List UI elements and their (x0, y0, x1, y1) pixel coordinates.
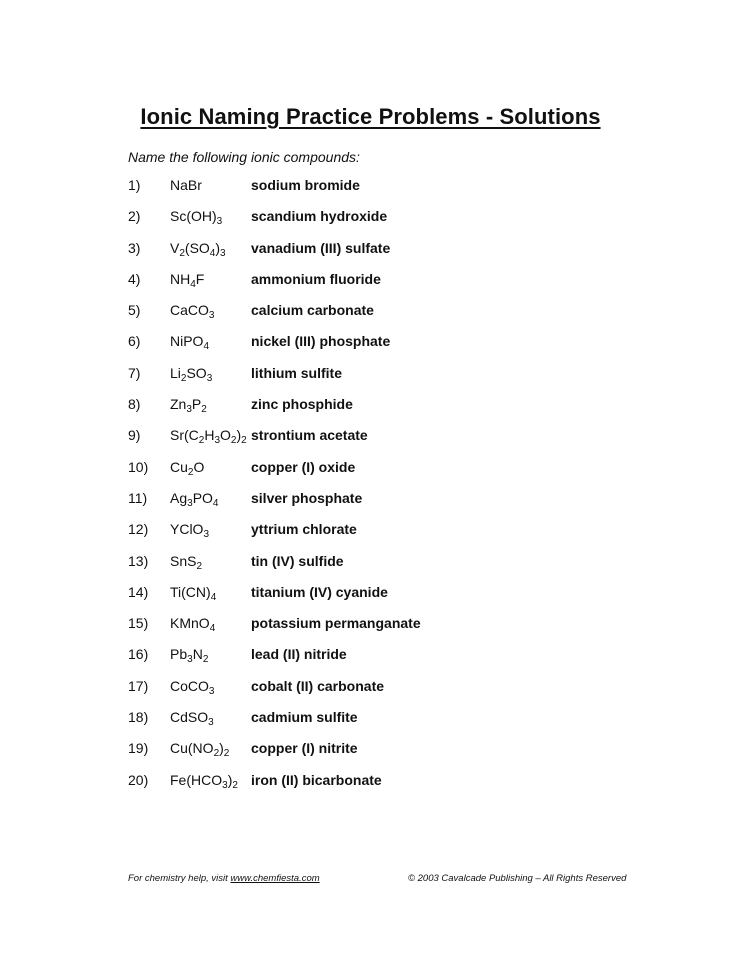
problem-number: 15) (128, 615, 149, 632)
compound-name: lithium sulfite (251, 364, 342, 381)
compound-name: nickel (III) phosphate (251, 333, 391, 350)
problem-number: 20) (128, 771, 149, 788)
problem-number: 4) (128, 270, 141, 287)
chemical-formula: $Cu_2O$ (170, 458, 205, 478)
compound-name: zinc phosphide (251, 396, 353, 413)
compound-name: calcium carbonate (251, 302, 374, 319)
chemical-formula: $Cu(NO_2)_2$ (170, 740, 230, 760)
chemical-formula: NaBr (170, 177, 202, 193)
compound-name: iron (II) bicarbonate (251, 771, 382, 788)
problem-number: 12) (128, 521, 149, 538)
instructions: Name the following ionic compounds: (128, 149, 360, 165)
problem-number: 2) (128, 208, 141, 225)
chemical-formula: YClO$_3$ (170, 521, 210, 541)
chemical-formula: SnS$_2$ (170, 552, 203, 572)
problem-number: 10) (128, 458, 149, 475)
compound-name: copper (I) nitrite (251, 740, 358, 757)
problem-number: 16) (128, 646, 149, 663)
problem-number: 13) (128, 552, 149, 569)
problem-number: 3) (128, 239, 141, 256)
problem-number: 17) (128, 677, 149, 694)
problem-number: 6) (128, 333, 141, 350)
compound-name: cadmium sulfite (251, 709, 358, 726)
compound-name: yttrium chlorate (251, 521, 357, 538)
compound-name: sodium bromide (251, 177, 360, 193)
compound-name: titanium (IV) cyanide (251, 583, 388, 600)
problem-number: 11) (128, 489, 148, 506)
chemical-formula: CoCO$_3$ (170, 677, 215, 697)
compound-name: ammonium fluoride (251, 270, 381, 287)
footer-copyright: © 2003 Cavalcade Publishing – All Rights Reserved (408, 873, 627, 884)
chemical-formula: KMnO$_4$ (170, 615, 216, 635)
compound-name: silver phosphate (251, 489, 363, 506)
problem-number: 7) (128, 364, 141, 381)
chemical-formula: $Zn_3P_2$ (170, 396, 207, 416)
compound-name: cobalt (II) carbonate (251, 677, 385, 694)
compound-name: lead (II) nitride (251, 646, 347, 663)
problem-number: 5) (128, 302, 141, 319)
chemical-formula: $Li_2SO_3$ (170, 364, 213, 384)
problem-number: 9) (128, 427, 141, 444)
compound-name: vanadium (III) sulfate (251, 239, 391, 256)
chemical-formula: $Ag_3PO_4$ (170, 489, 219, 509)
chemfiesta-link[interactable]: www.chemfiesta.com (230, 873, 320, 884)
problem-number: 14) (128, 583, 149, 600)
problem-number: 8) (128, 396, 141, 413)
chemical-formula: CdSO$_3$ (170, 709, 214, 729)
chemical-formula: $Sr(C_2H_3O_2)_2$ (170, 427, 247, 447)
compound-name: potassium permanganate (251, 615, 421, 632)
compound-name: scandium hydroxide (251, 208, 388, 225)
chemical-formula: $Fe(HCO_3)_2$ (170, 771, 238, 791)
compound-name: tin (IV) sulfide (251, 552, 344, 569)
chemical-formula: NiPO$_4$ (170, 333, 210, 353)
chemical-formula: $Pb_3N_2$ (170, 646, 209, 666)
chemical-formula: CaCO$_3$ (170, 302, 215, 322)
chemical-formula: $NH_4F$ (170, 270, 205, 290)
problem-number: 19) (128, 740, 149, 757)
page-title: Ionic Naming Practice Problems - Solutions (140, 104, 601, 129)
chemical-formula: $V_2(SO_4)_3$ (170, 239, 226, 259)
chemical-formula: $Ti(CN)_4$ (170, 583, 217, 603)
footer-help-text: For chemistry help, visit (128, 873, 231, 884)
problem-number: 18) (128, 709, 149, 726)
compound-name: copper (I) oxide (251, 458, 356, 475)
compound-name: strontium acetate (251, 427, 368, 444)
chemical-formula: $Sc(OH)_3$ (170, 208, 223, 228)
problem-number: 1) (128, 177, 141, 193)
footer-help (128, 873, 320, 884)
